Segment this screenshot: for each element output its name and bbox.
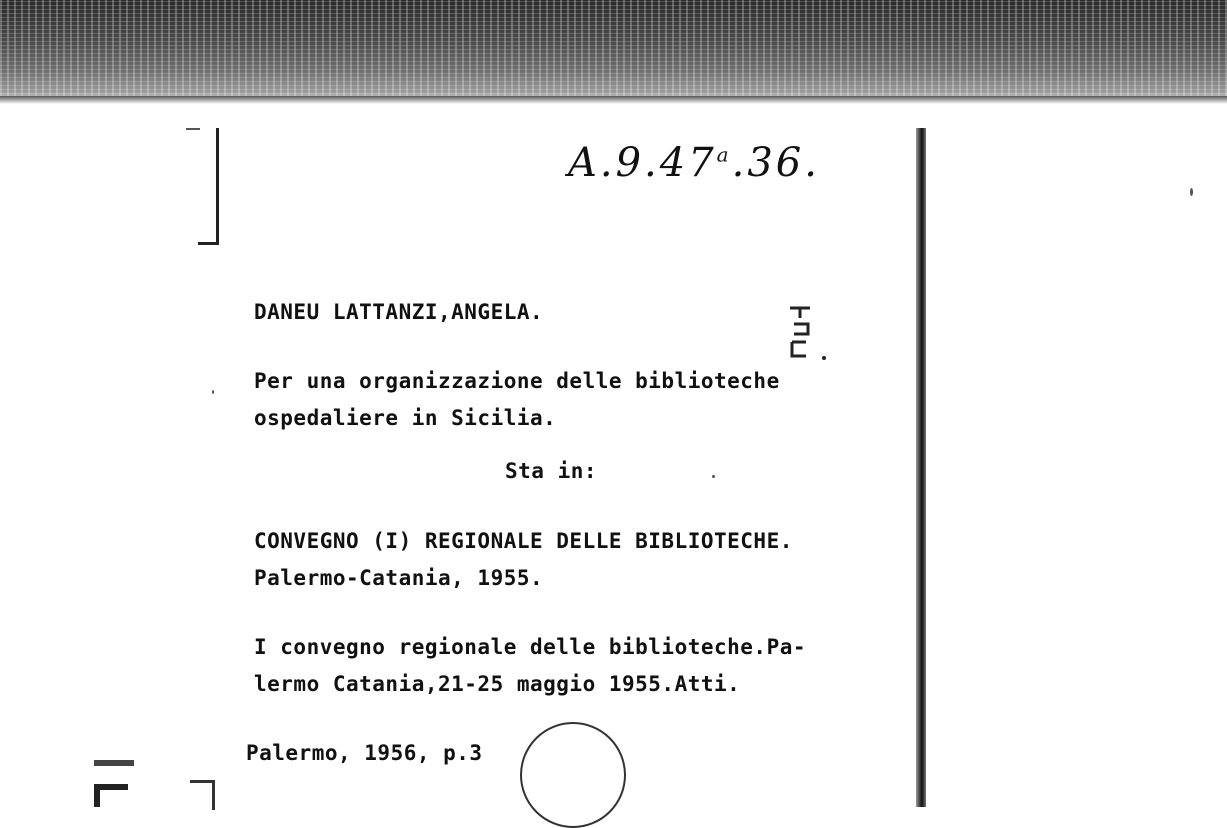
speck <box>212 390 214 394</box>
scan-edge-shadow <box>0 96 1227 104</box>
note-line-2: lermo Catania,21-25 maggio 1955.Atti. <box>254 672 741 696</box>
scanned-top-border <box>0 0 1227 102</box>
contained-in-label: Sta in: <box>505 459 598 483</box>
note-line-1: I convegno regionale delle biblioteche.Pa- <box>254 635 807 659</box>
imprint-line: Palermo, 1956, p.3 <box>246 741 483 765</box>
title-line-2: ospedaliere in Sicilia. <box>254 406 557 430</box>
speck <box>712 475 715 478</box>
host-title-line-2: Palermo-Catania, 1955. <box>254 566 544 590</box>
card-right-edge <box>916 128 926 807</box>
speck <box>1190 188 1193 196</box>
shelfmark-main: A.9.47 <box>568 140 717 186</box>
host-title-line-1: CONVEGNO (I) REGIONALE DELLE BIBLIOTECHE. <box>254 529 793 553</box>
shelfmark-tail: .36. <box>731 140 820 186</box>
side-handwritten-mark <box>784 300 832 362</box>
card-corner-bracket <box>198 128 219 245</box>
author-heading: DANEU LATTANZI,ANGELA. <box>254 300 544 324</box>
corner-mark-bottom-left <box>90 760 134 807</box>
shelfmark-superscript: a <box>716 142 732 167</box>
library-stamp-circle <box>520 722 626 828</box>
corner-bracket-bottom <box>190 780 215 810</box>
title-line-1: Per una organizzazione delle biblioteche <box>254 369 780 393</box>
handwritten-shelfmark <box>568 140 820 186</box>
